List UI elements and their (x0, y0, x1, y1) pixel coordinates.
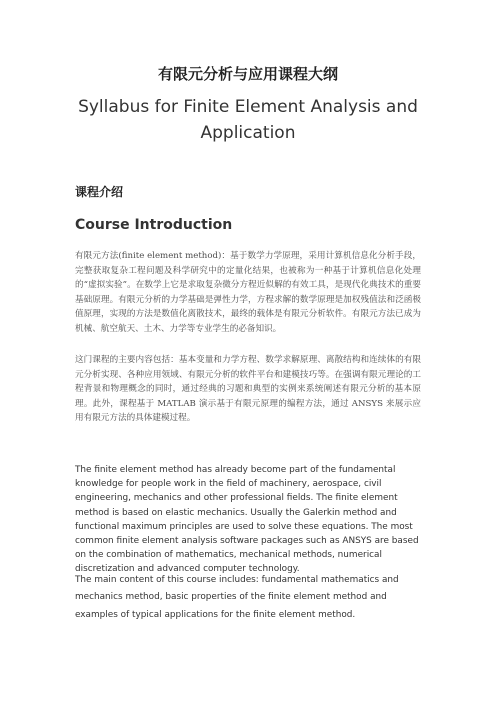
document-title-chinese: 有限元分析与应用课程大纲 (157, 65, 338, 83)
paragraph-intro-english: The finite element method has already become part of the fundamental knowledge for people work in the field of machinery, aerospace, civil engineering, mechanics and other professional fields. The finite element method is based on elastic mechanics. Usually the Galerkin method and functional maximum principles are used to solve these equations. The most common finite element analysis software packages such as ANSYS are based on the combination of mathematics, mechanical methods, numerical discretization and advanced computer technology. (75, 465, 419, 575)
paragraph-content-chinese: 这门课程的主要内容包括：基本变量和力学方程、数学求解原理、离散结构和连续体的有限元分析实现、各种应用领域、有限元分析的软件平台和建模技巧等。在强调有限元理论的工程背景和物理概念的同时，通过经典的习题和典型的实例来系统阐述有限元分析的基本原理。此外，课程基于 MATLAB 演示基于有限元原理的编程方法，通过 ANSYS 来展示应用有限元方法的具体建模过程。 (75, 355, 421, 424)
paragraph-intro-chinese: 有限元方法(finite element method)：基于数学力学原理，采用计算机信息化分析手段，完整获取复杂工程问题及科学研究中的定量化结果，也被称为一种基于计算机信息化处理的“虚拟实验”。在数学上它是求取复杂微分方程近似解的有效工具，是现代化典技术的重要基础原理。有限元分析的力学基础是弹性力学，方程求解的数学原理是加权残值法和泛函极值原理，实现的方法是数值化离散技术，最终的载体是有限元分析软件。有限元方法已成为机械、航空航天、土木、力学等专业学生的必备知识。 (75, 251, 421, 334)
document-title-english: Syllabus for Finite Element Analysis and Application (78, 97, 418, 143)
section-heading-chinese: 课程介绍 (75, 185, 124, 199)
paragraph-content-english: The main content of this course includes: fundamental mathematics and mechanics method, basic properties of the finite element method and examples of typical applications for the finite element method. (75, 575, 399, 620)
section-heading-english: Course Introduction (75, 217, 233, 233)
